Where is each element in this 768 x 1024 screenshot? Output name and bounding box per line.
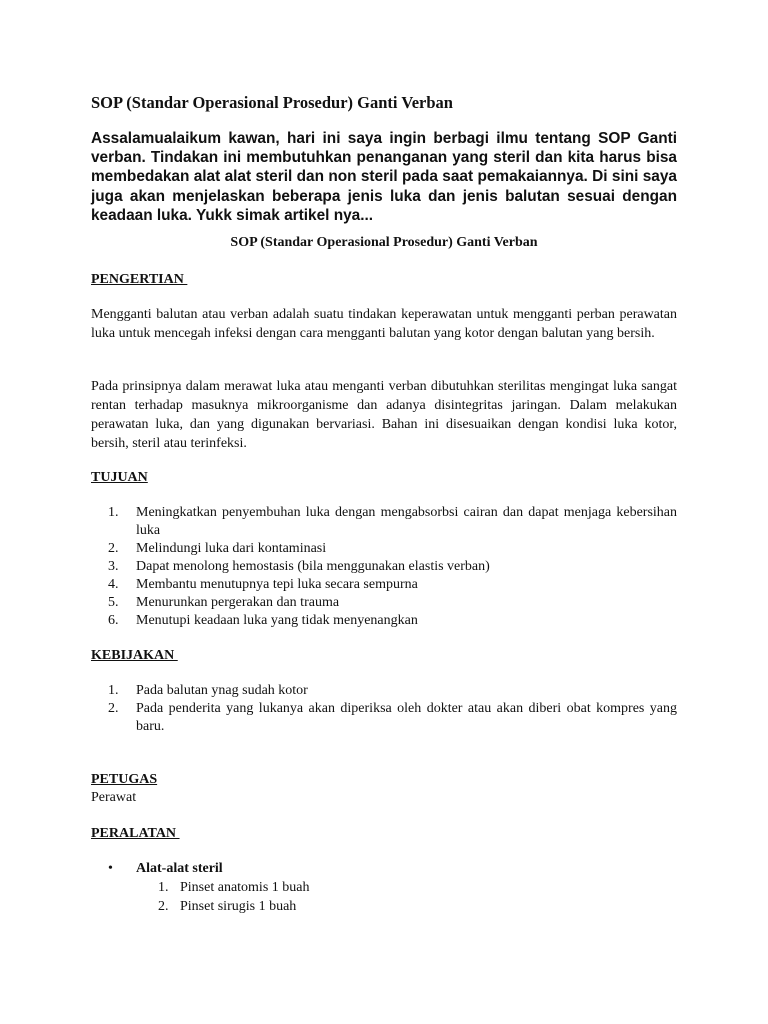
peralatan-group-label: Alat-alat steril (136, 861, 223, 876)
list-item-number: 6. (108, 613, 119, 628)
list-item (108, 612, 677, 630)
kebijakan-list (108, 682, 677, 736)
pengertian-paragraph-2: Pada prinsipnya dalam merawat luka atau menganti verban dibutuhkan sterilitas mengingat luka sangat rentan terhadap masuknya mikroorganisme dan adanya disintegritas jaringan. Dalam melakukan perawatan luka, dan yang digunakan bervariasi. Bahan ini disesuaikan dengan kondisi luka kotor, bersih, steril atau terinfeksi. (91, 379, 677, 451)
petugas-value: Perawat (91, 790, 137, 805)
list-item (108, 504, 677, 540)
list-item-number: 1. (108, 505, 119, 520)
list-item (108, 576, 677, 594)
heading-tujuan: TUJUAN (91, 470, 148, 485)
peralatan-steril-list (158, 878, 310, 916)
list-item-text: Meningkatkan penyembuhan luka dengan mengabsorbsi cairan dan dapat menjaga kebersihan luka (136, 505, 677, 538)
bullet-icon: • (108, 861, 113, 876)
list-item-text: Pinset sirugis 1 buah (180, 899, 297, 914)
list-item-number: 1. (108, 683, 119, 698)
list-item-text: Menurunkan pergerakan dan trauma (136, 595, 340, 610)
peralatan-group (108, 861, 223, 877)
heading-peralatan: PERALATAN (91, 826, 180, 841)
list-item-number: 4. (108, 577, 119, 592)
list-item-text: Membantu menutupnya tepi luka secara sempurna (136, 577, 418, 592)
document-title: SOP (Standar Operasional Prosedur) Ganti Verban (91, 93, 453, 112)
list-item-text: Pada balutan ynag sudah kotor (136, 683, 308, 698)
list-item-text: Pada penderita yang lukanya akan diperiksa oleh dokter atau akan diberi obat kompres yang baru. (136, 701, 677, 734)
pengertian-paragraph-1: Mengganti balutan atau verban adalah suatu tindakan keperawatan untuk mengganti perban perawatan luka untuk mencegah infeksi dengan cara mengganti balutan yang kotor dengan balutan yang bersih. (91, 307, 677, 341)
list-item (108, 540, 677, 558)
document-subtitle: SOP (Standar Operasional Prosedur) Ganti Verban (230, 235, 538, 250)
list-item (108, 558, 677, 576)
list-item-number: 5. (108, 595, 119, 610)
list-item-number: 2. (158, 899, 169, 914)
list-item-text: Menutupi keadaan luka yang tidak menyenangkan (136, 613, 418, 628)
intro-paragraph: Assalamualaikum kawan, hari ini saya ingin berbagi ilmu tentang SOP Ganti verban. Tindakan ini membutuhkan penanganan yang steril dan kita harus bisa membedakan alat alat steril dan non steril pada saat pemakaiannya. Di sini saya juga akan menjelaskan beberapa jenis luka dan jenis balutan sesuai dengan keadaan luka. Yukk simak artikel nya... (91, 130, 677, 224)
list-item-number: 3. (108, 559, 119, 574)
heading-pengertian: PENGERTIAN (91, 272, 188, 287)
list-item (108, 594, 677, 612)
list-item (158, 897, 310, 916)
list-item (158, 878, 310, 897)
list-item (108, 682, 677, 700)
list-item-number: 2. (108, 701, 119, 716)
list-item-text: Melindungi luka dari kontaminasi (136, 541, 327, 556)
list-item-text: Dapat menolong hemostasis (bila menggunakan elastis verban) (136, 559, 490, 574)
tujuan-list (108, 504, 677, 630)
heading-kebijakan: KEBIJAKAN (91, 648, 178, 663)
heading-petugas: PETUGAS (91, 772, 158, 787)
list-item-text: Pinset anatomis 1 buah (180, 880, 310, 895)
list-item-number: 1. (158, 880, 169, 895)
list-item-number: 2. (108, 541, 119, 556)
list-item (108, 700, 677, 736)
